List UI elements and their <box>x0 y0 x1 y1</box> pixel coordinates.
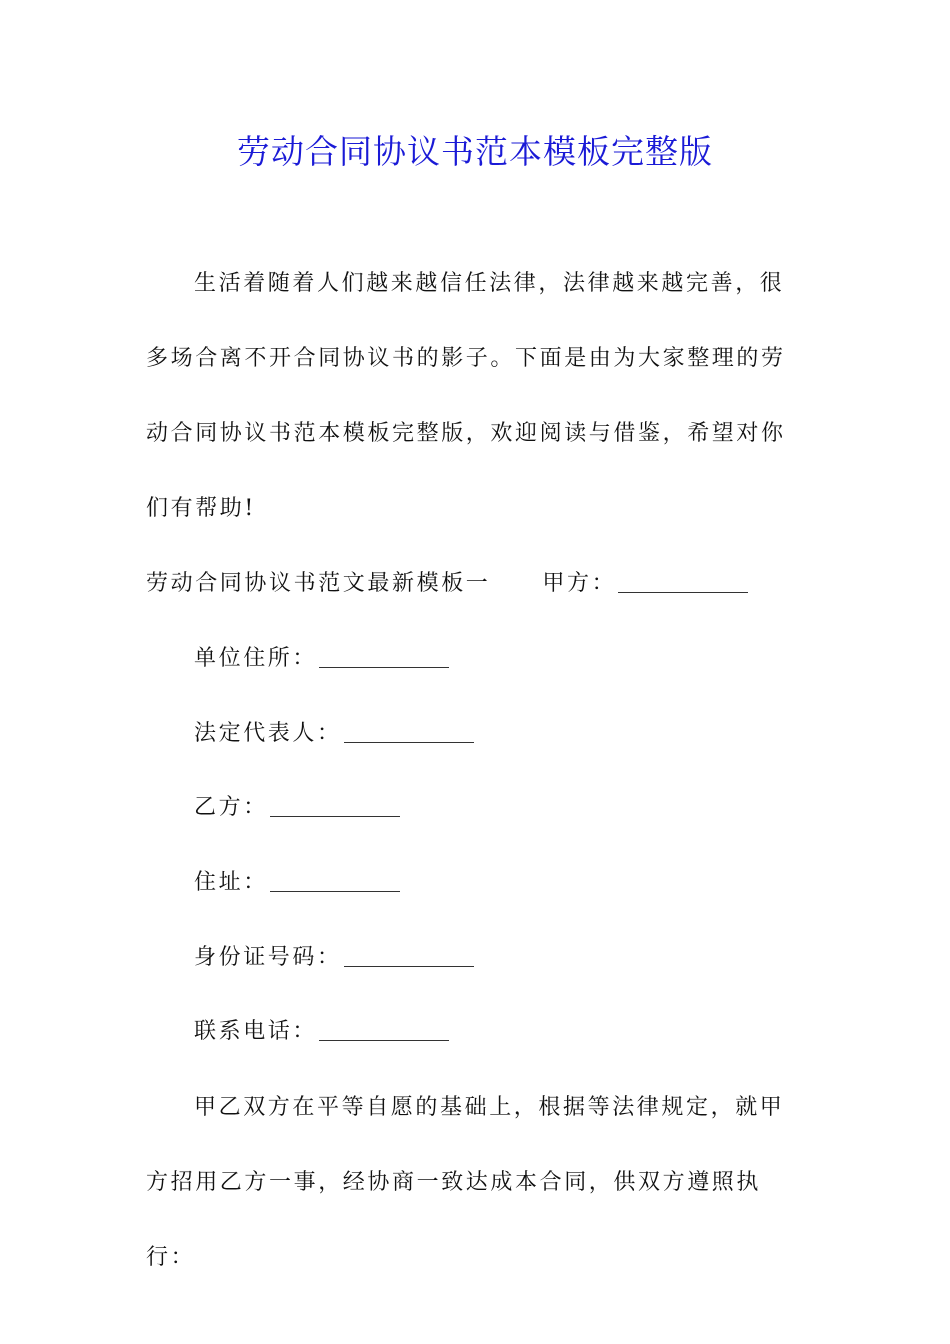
agreement-paragraph: 甲乙双方在平等自愿的基础上，根据等法律规定，就甲方招用乙方一事，经协商一致达成本合同，供双方遵照执行： <box>146 1095 785 1270</box>
field-party-b <box>194 792 400 824</box>
phone-label: 联系电话： <box>194 1019 318 1044</box>
party-a-blank <box>618 570 748 593</box>
section-heading: 劳动合同协议书范文最新模板一 <box>146 571 491 596</box>
phone-blank <box>319 1018 449 1041</box>
unit-address-blank <box>319 645 449 668</box>
field-legal-rep <box>194 718 474 750</box>
legal-rep-label: 法定代表人： <box>194 721 342 746</box>
field-unit-address <box>194 643 449 675</box>
id-number-blank <box>344 944 474 967</box>
intro-paragraph: 生活着随着人们越来越信任法律，法律越来越完善，很多场合离不开合同协议书的影子。下面是由为大家整理的劳动合同协议书范本模板完整版，欢迎阅读与借鉴，希望对你们有帮助! <box>146 271 786 521</box>
document-title: 劳动合同协议书范本模板完整版 <box>237 132 713 171</box>
section-heading-line <box>146 568 748 600</box>
field-id-number <box>194 942 474 974</box>
id-number-label: 身份证号码： <box>194 945 342 970</box>
party-b-label: 乙方： <box>194 795 268 820</box>
address-blank <box>270 869 400 892</box>
field-address <box>194 867 400 899</box>
field-phone <box>194 1016 449 1048</box>
legal-rep-blank <box>344 720 474 743</box>
party-a-label: 甲方： <box>542 571 617 596</box>
party-b-blank <box>270 794 400 817</box>
unit-address-label: 单位住所： <box>194 646 318 671</box>
address-label: 住址： <box>194 870 268 895</box>
